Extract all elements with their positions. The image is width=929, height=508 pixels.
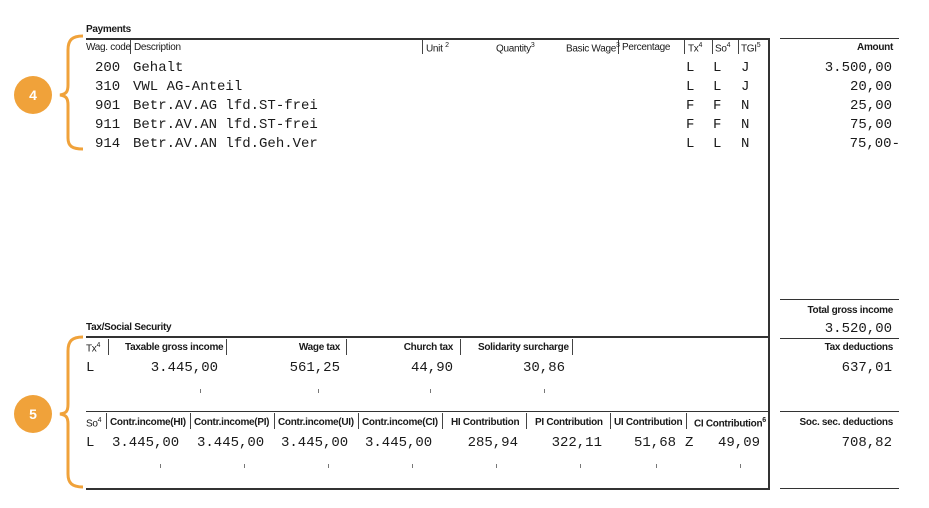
row-tx: F <box>686 117 695 133</box>
row-so: L <box>713 136 722 152</box>
tax-value-wage-tax: 561,25 <box>289 360 340 376</box>
row-tgi: N <box>741 98 750 114</box>
tax-deductions-label: Tax deductions <box>824 342 893 353</box>
row-code: 200 <box>95 60 121 76</box>
header-wage-code: Wag. code <box>86 42 131 53</box>
social-header-pi-income: Contr.income(PI) <box>194 417 270 428</box>
tax-header-church-tax: Church tax <box>403 342 453 353</box>
header-unit: Unit $^2$ <box>426 42 449 55</box>
header-basic-wage: Basic Wage$^3$ <box>566 42 620 55</box>
social-value-ci-contrib: 49,09 <box>717 435 760 451</box>
tax-value-tx: L <box>86 360 95 376</box>
header-tgi: TGI$^5$ <box>741 42 761 55</box>
social-value-ui-income: 3.445,00 <box>281 435 349 451</box>
social-value-hi-contrib: 285,94 <box>467 435 518 451</box>
row-amount: 75,00- <box>849 136 900 152</box>
tax-deductions-value: 637,01 <box>841 360 892 376</box>
row-description: Betr.AV.AN lfd.Geh.Ver <box>133 136 318 152</box>
row-description: Betr.AV.AG lfd.ST-frei <box>133 98 318 114</box>
tax-header-tx: Tx$^4$ <box>86 342 101 355</box>
row-tgi: J <box>741 79 750 95</box>
tax-header-wage-tax: Wage tax <box>298 342 340 353</box>
row-tx: L <box>686 60 695 76</box>
callout-badge-4: 4 <box>14 76 52 114</box>
social-value-pi-contrib: 322,11 <box>551 435 602 451</box>
tax-section-title: Tax/Social Security <box>86 322 172 333</box>
social-value-ui-flag: Z <box>685 435 694 451</box>
social-header-hi-contrib: HI Contribution <box>451 417 520 428</box>
social-header-hi-income: Contr.income(HI) <box>110 417 186 428</box>
tax-header-taxable: Taxable gross income <box>125 342 224 353</box>
tax-header-solidarity: Solidarity surcharge <box>478 342 569 353</box>
row-tgi: J <box>741 60 750 76</box>
row-so: L <box>713 79 722 95</box>
social-header-so: So$^4$ <box>86 417 102 430</box>
social-header-ci-contrib: CI Contribution$^6$ <box>694 417 766 430</box>
social-value-hi-income: 3.445,00 <box>112 435 180 451</box>
social-header-ui-income: Contr.income(UI) <box>278 417 354 428</box>
tax-value-church-tax: 44,90 <box>410 360 453 376</box>
header-tx: Tx$^4$ <box>688 42 703 55</box>
header-percentage: Percentage <box>622 42 671 53</box>
row-tgi: N <box>741 117 750 133</box>
row-amount: 20,00 <box>849 79 892 95</box>
payments-title: Payments <box>86 24 131 35</box>
row-amount: 75,00 <box>849 117 892 133</box>
payments-bracket <box>60 36 83 149</box>
social-header-ui-contrib: UI Contribution <box>614 417 683 428</box>
total-gross-label: Total gross income <box>807 305 893 316</box>
tax-value-taxable: 3.445,00 <box>150 360 218 376</box>
row-description: VWL AG-Anteil <box>133 79 243 95</box>
row-tx: F <box>686 98 695 114</box>
header-quantity: Quantity$^3$ <box>496 42 535 55</box>
row-code: 901 <box>95 98 121 114</box>
social-value-ui-contrib: 51,68 <box>633 435 676 451</box>
header-description: Description <box>134 42 181 53</box>
row-tx: L <box>686 79 695 95</box>
social-header-ci-income: Contr.income(CI) <box>362 417 438 428</box>
tax-bracket <box>60 337 83 487</box>
row-tgi: N <box>741 136 750 152</box>
row-so: F <box>713 98 722 114</box>
row-description: Betr.AV.AN lfd.ST-frei <box>133 117 318 133</box>
social-value-pi-income: 3.445,00 <box>197 435 265 451</box>
row-code: 914 <box>95 136 121 152</box>
social-header-pi-contrib: PI Contribution <box>535 417 603 428</box>
social-value-so: L <box>86 435 95 451</box>
social-deductions-label: Soc. sec. deductions <box>799 417 893 428</box>
social-deductions-value: 708,82 <box>841 435 892 451</box>
row-so: F <box>713 117 722 133</box>
row-amount: 3.500,00 <box>824 60 892 76</box>
header-amount: Amount <box>857 42 893 53</box>
total-gross-value: 3.520,00 <box>824 321 892 337</box>
row-tx: L <box>686 136 695 152</box>
row-so: L <box>713 60 722 76</box>
row-code: 310 <box>95 79 121 95</box>
header-so: So$^4$ <box>715 42 731 55</box>
tax-value-solidarity: 30,86 <box>522 360 565 376</box>
callout-badge-5: 5 <box>14 395 52 433</box>
row-code: 911 <box>95 117 121 133</box>
social-value-ci-income: 3.445,00 <box>365 435 433 451</box>
row-amount: 25,00 <box>849 98 892 114</box>
row-description: Gehalt <box>133 60 184 76</box>
